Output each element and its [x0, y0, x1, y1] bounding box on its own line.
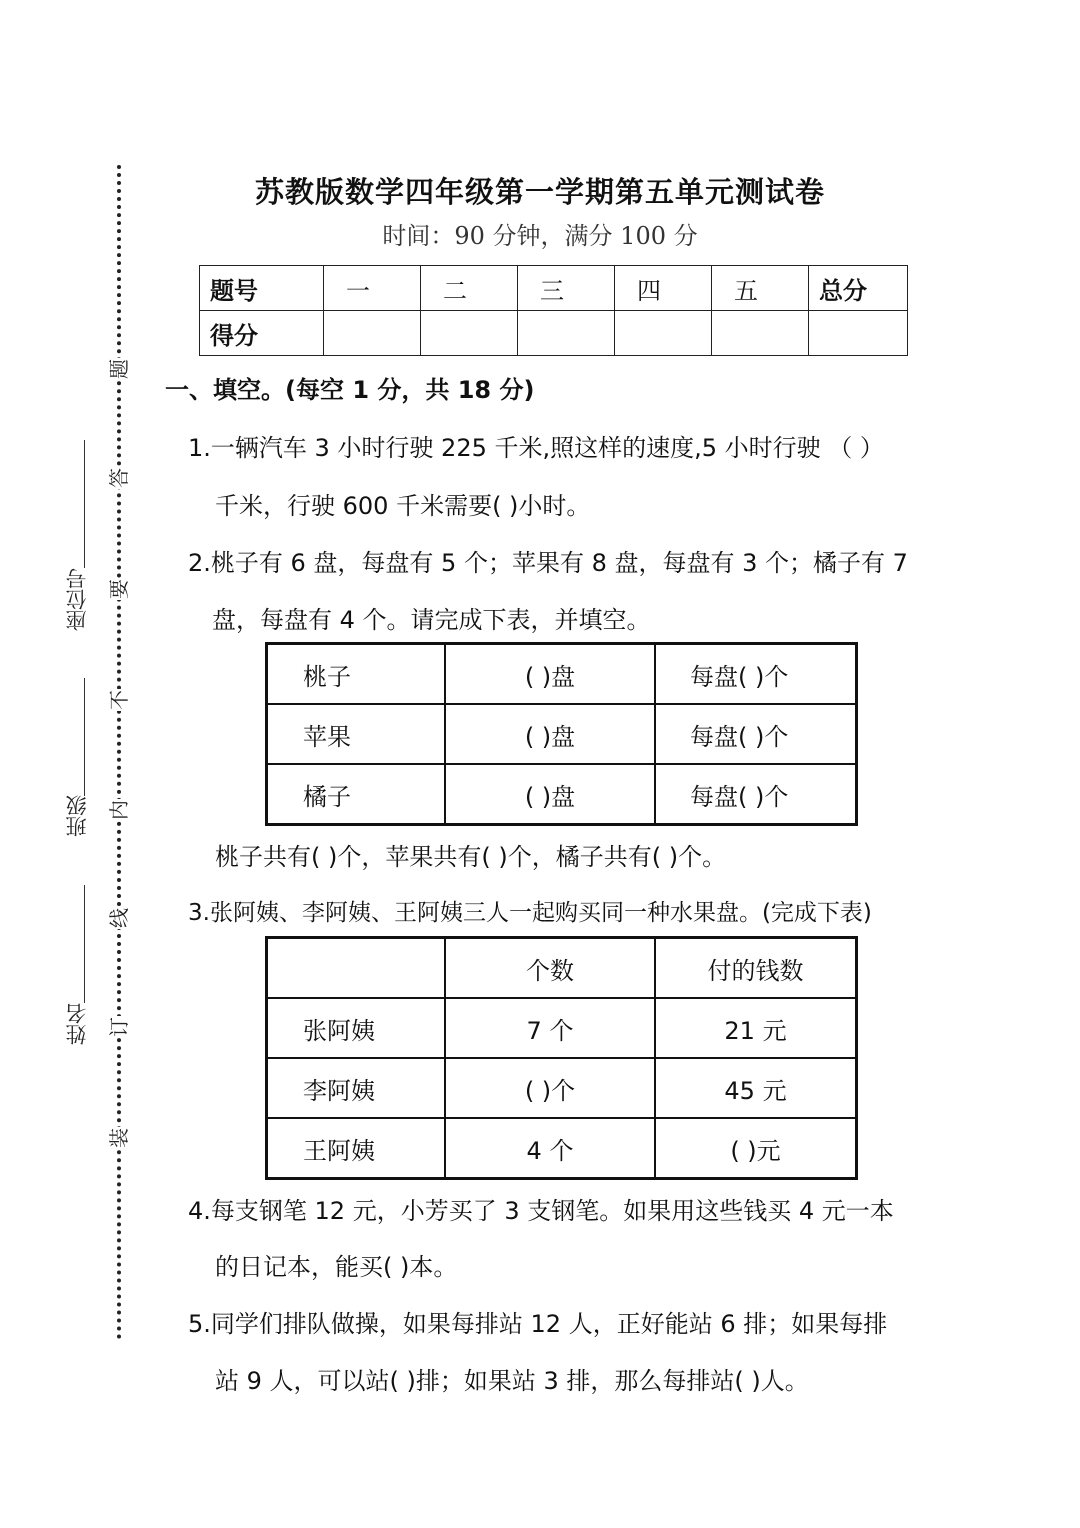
question-4-line-1: 4.每支钢笔 12 元，小芳买了 3 支钢笔。如果用这些钱买 4 元一本	[188, 1197, 894, 1225]
purchase-table	[265, 936, 858, 1180]
binding-char: 线	[107, 908, 131, 928]
name-label: 姓名	[65, 1003, 89, 1045]
buyer-name-cell: 王阿姨	[267, 1118, 446, 1179]
section-heading: 一、填空。(每空 1 分，共 18 分)	[165, 376, 535, 404]
amount-cell: 21 元	[655, 998, 857, 1058]
score-header-cell: 五	[712, 266, 809, 311]
score-header-cell: 题号	[200, 266, 324, 311]
score-input-cell[interactable]	[324, 311, 421, 356]
name-blank	[84, 885, 85, 1003]
amount-cell: 45 元	[655, 1058, 857, 1118]
score-table	[199, 265, 908, 356]
score-header-cell: 四	[615, 266, 712, 311]
question-5-line-2: 站 9 人，可以站( )排；如果站 3 排，那么每排站( )人。	[215, 1367, 809, 1395]
table-row	[267, 938, 857, 999]
plate-count-cell[interactable]: ( )盘	[445, 764, 655, 825]
question-2-fill-line: 桃子共有( )个，苹果共有( )个，橘子共有( )个。	[215, 843, 727, 871]
exam-time-info: 时间：90 分钟，满分 100 分	[382, 222, 698, 250]
table-header-cell: 个数	[445, 938, 655, 999]
buyer-name-cell: 张阿姨	[267, 998, 446, 1058]
table-row	[267, 764, 857, 825]
per-plate-cell[interactable]: 每盘( )个	[655, 764, 857, 825]
buyer-name-cell: 李阿姨	[267, 1058, 446, 1118]
score-input-cell[interactable]	[518, 311, 615, 356]
score-input-cell[interactable]	[615, 311, 712, 356]
score-input-cell[interactable]	[421, 311, 518, 356]
score-header-cell: 三	[518, 266, 615, 311]
table-row	[267, 1118, 857, 1179]
table-header-cell: 付的钱数	[655, 938, 857, 999]
question-5-line-1: 5.同学们排队做操，如果每排站 12 人，正好能站 6 排；如果每排	[188, 1310, 888, 1338]
score-input-cell[interactable]	[809, 311, 908, 356]
score-header-cell: 总分	[809, 266, 908, 311]
quantity-cell: 7 个	[445, 998, 655, 1058]
quantity-cell[interactable]: ( )个	[445, 1058, 655, 1118]
binding-dotted-line	[117, 165, 121, 1340]
binding-char: 题	[107, 359, 131, 379]
per-plate-cell[interactable]: 每盘( )个	[655, 644, 857, 705]
binding-char: 装	[107, 1128, 131, 1148]
amount-cell[interactable]: ( )元	[655, 1118, 857, 1179]
table-row	[267, 998, 857, 1058]
class-blank	[84, 678, 85, 796]
table-row	[200, 266, 908, 311]
plate-count-cell[interactable]: ( )盘	[445, 644, 655, 705]
question-2-line-2: 盘，每盘有 4 个。请完成下表，并填空。	[212, 606, 651, 634]
score-label-cell: 得分	[200, 311, 324, 356]
question-1-line-2: 千米，行驶 600 千米需要( )小时。	[215, 492, 591, 520]
seat-number-label: 座位号	[65, 568, 89, 631]
seat-number-blank	[84, 440, 85, 568]
table-header-cell	[267, 938, 446, 999]
quantity-cell: 4 个	[445, 1118, 655, 1179]
question-2-line-1: 2.桃子有 6 盘，每盘有 5 个；苹果有 8 盘，每盘有 3 个；橘子有 7	[188, 549, 908, 577]
per-plate-cell[interactable]: 每盘( )个	[655, 704, 857, 764]
fruit-table	[265, 642, 858, 826]
binding-char: 内	[107, 800, 131, 820]
class-label: 班级	[65, 795, 89, 837]
fruit-name-cell: 桃子	[267, 644, 446, 705]
score-input-cell[interactable]	[712, 311, 809, 356]
question-1-line-1: 1.一辆汽车 3 小时行驶 225 千米,照这样的速度,5 小时行驶 （ ）	[188, 434, 884, 462]
score-header-cell: 二	[421, 266, 518, 311]
binding-char: 答	[107, 468, 131, 488]
score-header-cell: 一	[324, 266, 421, 311]
table-row	[267, 704, 857, 764]
binding-char: 订	[107, 1017, 131, 1037]
fruit-name-cell: 苹果	[267, 704, 446, 764]
fruit-name-cell: 橘子	[267, 764, 446, 825]
question-3-line-1: 3.张阿姨、李阿姨、王阿姨三人一起购买同一种水果盘。(完成下表)	[188, 900, 872, 926]
question-4-line-2: 的日记本，能买( )本。	[215, 1253, 458, 1281]
binding-char: 不	[107, 690, 131, 710]
table-row	[200, 311, 908, 356]
page-title: 苏教版数学四年级第一学期第五单元测试卷	[254, 175, 825, 209]
table-row	[267, 644, 857, 705]
plate-count-cell[interactable]: ( )盘	[445, 704, 655, 764]
binding-char: 要	[107, 579, 131, 599]
table-row	[267, 1058, 857, 1118]
